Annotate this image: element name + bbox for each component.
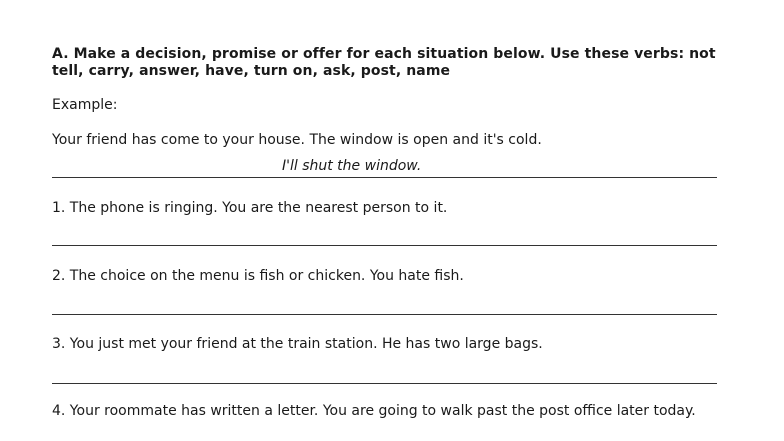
worksheet bbox=[52, 0, 718, 441]
answer-line-1[interactable] bbox=[52, 245, 717, 246]
question-1: 1. The phone is ringing. You are the nearest person to it. bbox=[52, 200, 448, 216]
example-label: Example: bbox=[52, 97, 118, 113]
question-4: 4. Your roommate has written a letter. You are going to walk past the post office later today. bbox=[52, 403, 696, 419]
example-answer: I'll shut the window. bbox=[282, 158, 422, 174]
example-situation: Your friend has come to your house. The window is open and it's cold. bbox=[52, 132, 542, 148]
question-3: 3. You just met your friend at the train station. He has two large bags. bbox=[52, 336, 543, 352]
answer-line-3[interactable] bbox=[52, 383, 717, 384]
answer-line-2[interactable] bbox=[52, 314, 717, 315]
example-answer-line bbox=[52, 177, 717, 178]
exercise-instruction: A. Make a decision, promise or offer for each situation below. Use these verbs: not tell, carry, answer, have, turn on, ask, post, name bbox=[52, 46, 716, 79]
question-2: 2. The choice on the menu is fish or chicken. You hate fish. bbox=[52, 268, 464, 284]
